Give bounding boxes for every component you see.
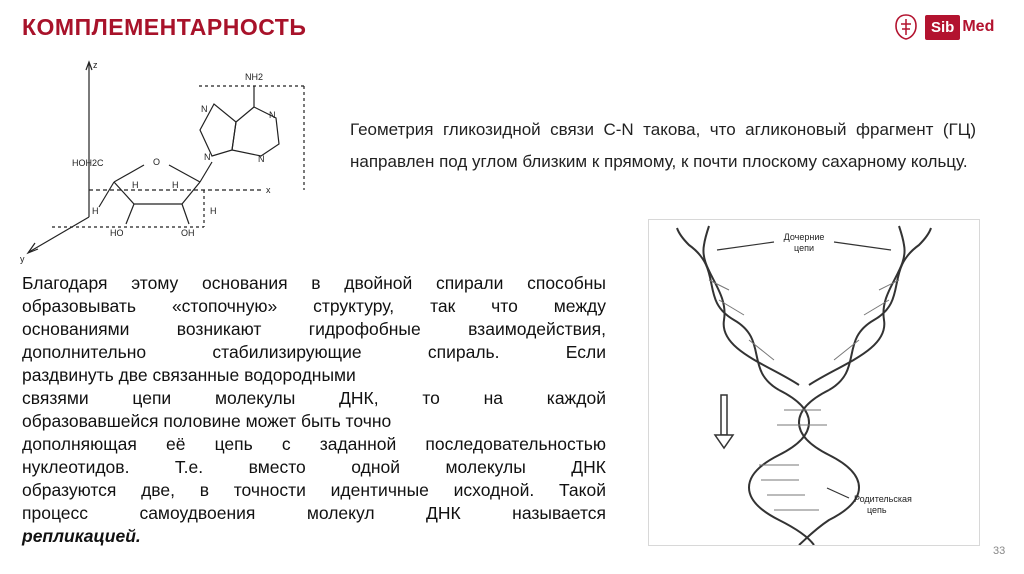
hydrogen-label-1: H <box>92 206 99 216</box>
paragraph-line: дополнительно стабилизирующие спираль. Если <box>22 342 606 362</box>
paragraph-line: связями цепи молекулы ДНК, то на каждой <box>22 388 606 408</box>
parent-chain-label-1: Родительская <box>854 494 912 504</box>
replication-paragraph <box>22 272 606 548</box>
dna-helix-illustration <box>649 220 979 545</box>
hydrogen-label-2: H <box>132 180 139 190</box>
paragraph-line: основаниями возникают гидрофобные взаимодействия, <box>22 319 606 339</box>
paragraph-line: образовывать «стопочную» структуру, так что между <box>22 296 606 316</box>
paragraph-line: Благодаря этому основания в двойной спирали способны <box>22 273 606 293</box>
paragraph-line: раздвинуть две связанные водородными <box>22 365 356 385</box>
axis-x-label: x <box>266 185 271 195</box>
daughter-chains-label-1: Дочерние <box>783 232 825 242</box>
glycosidic-bond-text: Геометрия гликозидной связи C-N такова, что агликоновый фрагмент (ГЦ) направлен под углом близким к прямому, к почти плоскому сахарному кольцу. <box>350 120 976 171</box>
nitrogen-label-3: N <box>269 110 276 120</box>
parent-chain-label-2: цепь <box>867 505 887 515</box>
paragraph-line: дополняющая её цепь с заданной последовательностью <box>22 434 606 454</box>
paragraph-line: образуются две, в точности идентичные исходной. Такой <box>22 480 606 500</box>
hydrogen-label-3: H <box>172 180 179 190</box>
nh2-label: NH2 <box>245 72 264 82</box>
axis-z-label: z <box>93 60 98 70</box>
nitrogen-label-4: N <box>258 154 265 164</box>
logo-sib: Sib <box>925 15 960 40</box>
sibmed-logo <box>893 12 994 42</box>
nitrogen-label-1: N <box>204 152 211 162</box>
daughter-chains-label-2: цепи <box>794 243 814 253</box>
adenosine-structure-diagram <box>14 52 314 277</box>
page-number: 33 <box>993 545 1006 557</box>
paragraph-line: нуклеотидов. Т.е. вместо одной молекулы ДНК <box>22 457 606 477</box>
hoch2c-label: HOH2C <box>72 158 104 168</box>
dna-replication-figure <box>648 219 980 546</box>
axis-y-label: y <box>20 254 25 264</box>
hydroxyl-label-2: OH <box>181 228 195 238</box>
logo-med: Med <box>962 18 995 35</box>
ring-oxygen-label: O <box>153 157 161 167</box>
crest-icon <box>893 13 919 41</box>
hydroxyl-label-1: HO <box>110 228 124 238</box>
paragraph-line: образовавшейся половине может быть точно <box>22 411 392 431</box>
slide-title: КОМПЛЕМЕНТАРНОСТЬ <box>22 14 307 40</box>
hydrogen-label-4: H <box>210 206 217 216</box>
paragraph-line: процесс самоудвоения молекул ДНК называется <box>22 503 606 523</box>
replication-term: репликацией. <box>22 526 141 546</box>
nitrogen-label-2: N <box>201 104 208 114</box>
